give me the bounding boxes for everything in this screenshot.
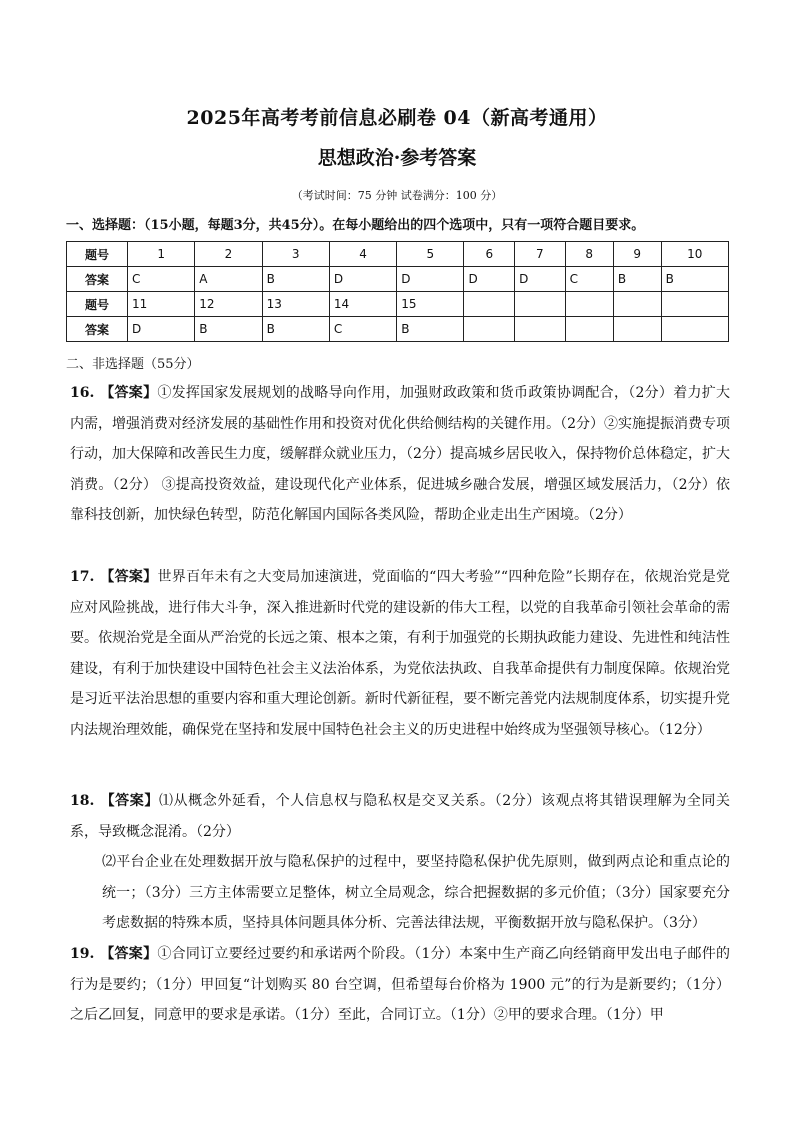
- question-number: 18.: [70, 793, 95, 809]
- question-number: 17.: [70, 569, 95, 585]
- answer-text: ①合同订立要经过要约和承诺两个阶段。（1分）本案中生产商乙向经销商甲发出电子邮件的行为是要约；（1分）甲回复“计划购买 80 台空调，但希望每台价格为 1900 元”的行为是新要约；（1分）之后乙回复，同意甲的要求是承诺。（1分）至此，合同订立。（1分）②甲的要求合理。（1分）甲: [70, 946, 730, 1023]
- row-label: 答案: [67, 267, 128, 292]
- empty-cell: [661, 317, 728, 342]
- answer-cell: D: [128, 317, 195, 342]
- question-number: 9: [613, 242, 661, 267]
- empty-cell: [515, 292, 566, 317]
- exam-note: （考试时间：75 分钟 试卷满分：100 分）: [291, 189, 503, 202]
- section1-heading: 一、选择题：（15小题，每题3分，共45分）。在每小题给出的四个选项中，只有一项符合题目要求。: [66, 218, 645, 233]
- empty-cell: [515, 317, 566, 342]
- answer-cell: D: [515, 267, 566, 292]
- answer-text-part1: ⑴从概念外延看，个人信息权与隐私权是交叉关系。（2分）该观点将其错误理解为全同关系，导致概念混淆。（2分）: [70, 793, 731, 840]
- empty-cell: [565, 292, 613, 317]
- answer-tag: 【答案】: [100, 569, 158, 585]
- empty-cell: [661, 292, 728, 317]
- question-number: 5: [397, 242, 464, 267]
- answer-cell: B: [195, 317, 262, 342]
- answer-tag: 【答案】: [100, 385, 158, 401]
- answer-cell: B: [262, 317, 329, 342]
- table-row: [67, 267, 729, 292]
- answer-cell: C: [565, 267, 613, 292]
- answer-cell: D: [397, 267, 464, 292]
- question-number: 8: [565, 242, 613, 267]
- answer-table: [66, 241, 729, 342]
- answer-tag: 【答案】: [100, 793, 159, 809]
- question-number: 4: [329, 242, 396, 267]
- document-title: 2025年高考考前信息必刷卷 04（新高考通用）: [186, 107, 608, 129]
- answer-tag: 【答案】: [100, 946, 158, 962]
- question-number: 6: [464, 242, 515, 267]
- section2-heading: 二、非选择题（55分）: [66, 357, 200, 372]
- question-18-answer: [70, 786, 730, 939]
- row-label: 答案: [67, 317, 128, 342]
- answer-text: 世界百年未有之大变局加速演进，党面临的“四大考验”“四种危险”长期存在，依规治党是党应对风险挑战，进行伟大斗争，深入推进新时代党的建设新的伟大工程，以党的自我革命引领社会革命的需要。依规治党是全面从严治党的长远之策、根本之策，有利于加强党的长期执政能力建设、先进性和纯洁性建设，有利于加快建设中国特色社会主义法治体系，为党依法执政、自我革命提供有力制度保障。依规治党是习近平法治思想的重要内容和重大理论创新。新时代新征程，要不断完善党内法规制度体系，切实提升党内法规治理效能，确保党在坚持和发展中国特色社会主义的历史进程中始终成为坚强领导核心。（12分）: [70, 569, 730, 738]
- question-number: 7: [515, 242, 566, 267]
- row-label: 题号: [67, 292, 128, 317]
- question-number: 3: [262, 242, 329, 267]
- question-number: 1: [128, 242, 195, 267]
- answer-cell: B: [397, 317, 464, 342]
- table-row: [67, 292, 729, 317]
- table-row: [67, 317, 729, 342]
- question-number: 10: [661, 242, 728, 267]
- empty-cell: [565, 317, 613, 342]
- question-number: 13: [262, 292, 329, 317]
- empty-cell: [464, 292, 515, 317]
- document-subtitle: 思想政治·参考答案: [317, 147, 477, 169]
- answer-cell: D: [329, 267, 396, 292]
- row-label: 题号: [67, 242, 128, 267]
- question-number: 11: [128, 292, 195, 317]
- empty-cell: [464, 317, 515, 342]
- question-19-answer: [70, 939, 730, 1031]
- answer-cell: A: [195, 267, 262, 292]
- question-number: 15: [397, 292, 464, 317]
- answer-cell: C: [128, 267, 195, 292]
- answer-text-part2: ⑵平台企业在处理数据开放与隐私保护的过程中，要坚持隐私保护优先原则，做到两点论和重点论的统一；（3分）三方主体需要立足整体，树立全局观念，综合把握数据的多元价值；（3分）国家要充分考虑数据的特殊本质，坚持具体问题具体分析、完善法律法规，平衡数据开放与隐私保护。（3分）: [102, 854, 730, 931]
- answer-cell: B: [613, 267, 661, 292]
- question-number: 12: [195, 292, 262, 317]
- empty-cell: [613, 292, 661, 317]
- question-16-answer: [70, 378, 730, 531]
- question-number: 2: [195, 242, 262, 267]
- question-17-answer: [70, 562, 730, 745]
- question-number: 16.: [70, 385, 95, 401]
- answer-cell: B: [262, 267, 329, 292]
- question-number: 14: [329, 292, 396, 317]
- answer-text: ①发挥国家发展规划的战略导向作用，加强财政政策和货币政策协调配合，（2分）着力扩大内需，增强消费对经济发展的基础性作用和投资对优化供给侧结构的关键作用。（2分）②实施提振消费专项行动，加大保障和改善民生力度，缓解群众就业压力，（2分）提高城乡居民收入，保持物价总体稳定，扩大消费。（2分） ③提高投资效益，建设现代化产业体系，促进城乡融合发展，增强区域发展活力，（2分）依靠科技创新，加快绿色转型，防范化解国内国际各类风险，帮助企业走出生产困境。（2分）: [70, 385, 730, 523]
- answer-cell: C: [329, 317, 396, 342]
- answer-cell: B: [661, 267, 728, 292]
- empty-cell: [613, 317, 661, 342]
- question-number: 19.: [70, 946, 95, 962]
- answer-cell: D: [464, 267, 515, 292]
- table-row: [67, 242, 729, 267]
